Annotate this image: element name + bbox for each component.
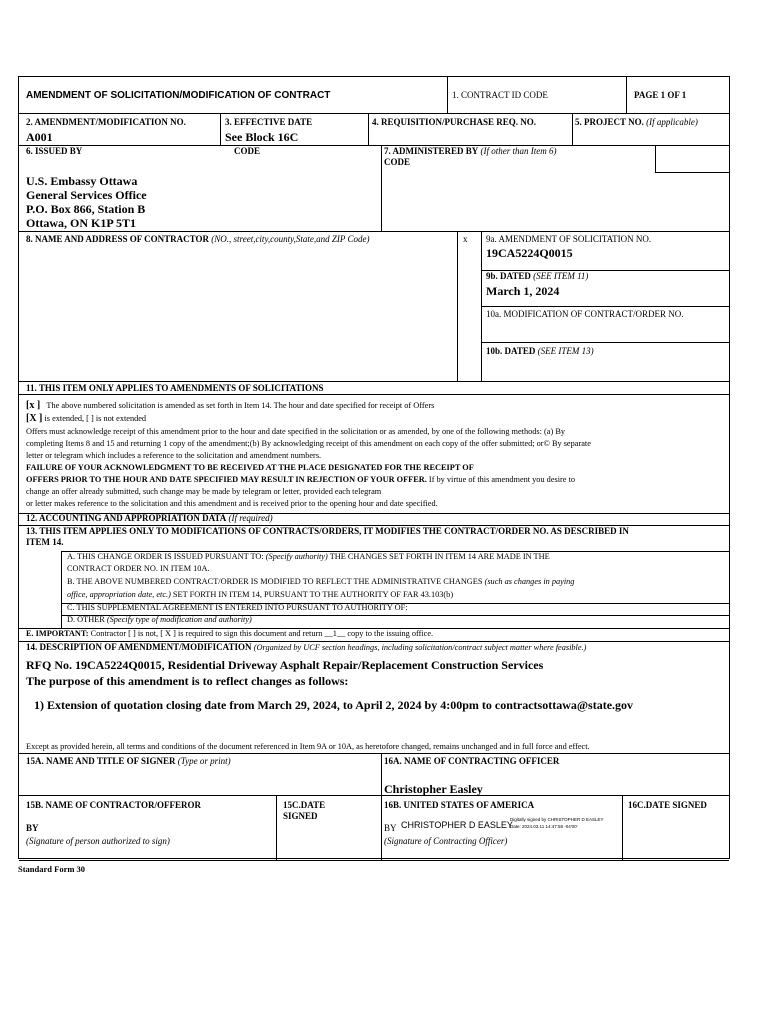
dated-9b-label: 9b. DATED (SEE ITEM 11) [486, 271, 589, 281]
item13-a: A. THIS CHANGE ORDER IS ISSUED PURSUANT TO: (Specify authority) THE CHANGES SET FORTH IN ITEM 14 ARE MADE IN THE [67, 552, 550, 561]
item11-line: letter or telegram which includes a reference to the solicitation and amendment numbers. [26, 451, 322, 460]
form-name: Standard Form 30 [18, 864, 86, 874]
date-signed-15c: 15C.DATE [283, 800, 326, 810]
solicitation-number: 19CA5224Q0015 [486, 246, 573, 260]
item13-b: B. THE ABOVE NUMBERED CONTRACT/ORDER IS MODIFIED TO REFLECT THE ADMINISTRATIVE CHANGES (such as changes in paying [67, 577, 575, 586]
contracting-officer-name: Christopher Easley [384, 782, 483, 796]
x-mark: x [463, 234, 468, 244]
item14-label: 14. DESCRIPTION OF AMENDMENT/MODIFICATION (Organized by UCF section headings, including solicitation/contract subject matter where feasible.) [26, 642, 587, 652]
issued-code-label: CODE [234, 146, 261, 156]
officer-signature-note: (Signature of Contracting Officer) [384, 836, 508, 846]
project-label: 5. PROJECT NO. (If applicable) [575, 117, 698, 127]
issuer-line: P.O. Box 866, Station B [26, 202, 146, 216]
issued-by-label: 6. ISSUED BY [26, 146, 83, 156]
dated-10b-label: 10b. DATED (SEE ITEM 13) [486, 346, 594, 356]
contractor-by: BY [26, 823, 39, 833]
amendment-solicitation-label: 9a. AMENDMENT OF SOLICITATION NO. [486, 234, 652, 244]
contracting-officer-label: 16A. NAME OF CONTRACTING OFFICER [384, 756, 560, 766]
administered-by-label: 7. ADMINISTERED BY (If other than Item 6) [384, 146, 557, 156]
item13-line: ITEM 14. [26, 537, 64, 547]
item11-line: [x ] The above numbered solicitation is amended as set forth in Item 14. The hour and date specified for receipt of Offers [26, 400, 435, 411]
effective-date-value: See Block 16C [225, 130, 299, 144]
item13-b2: office, appropriation date, etc.) SET FORTH IN ITEM 14, PURSUANT TO THE AUTHORITY OF FAR 43.103(b) [67, 590, 454, 599]
item11-line: [X ] is extended, [ ] is not extended [26, 413, 147, 424]
item13-line: 13. THIS ITEM APPLIES ONLY TO MODIFICATIONS OF CONTRACTS/ORDERS, IT MODIFIES THE CONTRACT/ORDER NO. AS DESCRIBED IN [26, 526, 629, 536]
amendment-no-label: 2. AMENDMENT/MODIFICATION NO. [26, 117, 186, 127]
item13-a2: CONTRACT ORDER NO. IN ITEM 10A. [67, 564, 210, 573]
issuer-line: Ottawa, ON K1P 5T1 [26, 216, 136, 230]
requisition-label: 4. REQUISITION/PURCHASE REQ. NO. [372, 117, 537, 127]
contractor-label: 8. NAME AND ADDRESS OF CONTRACTOR (NO., street,city,county,State,and ZIP Code) [26, 234, 370, 244]
date-signed-15c-2: SIGNED [283, 811, 318, 821]
item13-c: C. THIS SUPPLEMENTAL AGREEMENT IS ENTERED INTO PURSUANT TO AUTHORITY OF: [67, 603, 408, 612]
rfq-title: RFQ No. 19CA5224Q0015, Residential Driveway Asphalt Repair/Replacement Construction Services [26, 658, 544, 672]
effective-date-label: 3. EFFECTIVE DATE [225, 117, 313, 127]
form-title: AMENDMENT OF SOLICITATION/MODIFICATION OF CONTRACT [26, 90, 331, 101]
administered-code-label: CODE [384, 157, 411, 167]
item11-line: Offers must acknowledge receipt of this amendment prior to the hour and date specified in the solicitation or as amended, by one of the following methods: (a) By [26, 427, 565, 436]
modification-contract-label: 10a. MODIFICATION OF CONTRACT/ORDER NO. [486, 309, 684, 319]
item11-line: FAILURE OF YOUR ACKNOWLEDGMENT TO BE RECEIVED AT THE PLACE DESIGNATED FOR THE RECEIPT OF [26, 463, 474, 472]
issuer-line: General Services Office [26, 188, 147, 202]
item11-line: change an offer already submitted, such change may be made by telegram or letter, provided each telegram [26, 487, 382, 496]
item11-line: or letter makes reference to the solicitation and this amendment and is received prior to the opening hour and date specified. [26, 499, 438, 508]
purpose-line: The purpose of this amendment is to reflect changes as follows: [26, 674, 349, 688]
item11-heading: 11. THIS ITEM ONLY APPLIES TO AMENDMENTS OF SOLICITATIONS [26, 383, 324, 393]
contract-id-label: 1. CONTRACT ID CODE [452, 90, 548, 100]
signer-name-label: 15A. NAME AND TITLE OF SIGNER (Type or print) [26, 756, 231, 766]
usa-label: 16B. UNITED STATES OF AMERICA [384, 800, 535, 810]
amendment-no-value: A001 [26, 130, 53, 144]
item-e: E. IMPORTANT: Contractor [ ] is not, [ X ] is required to sign this document and return __1__ copy to the issuing office. [26, 629, 434, 638]
officer-signature: CHRISTOPHER D EASLEY [401, 820, 513, 830]
issuer-line: U.S. Embassy Ottawa [26, 174, 138, 188]
item13-d: D. OTHER (Specify type of modification and authority) [67, 615, 252, 624]
officer-by: BY [384, 823, 397, 833]
contractor-name-label: 15B. NAME OF CONTRACTOR/OFFEROR [26, 800, 202, 810]
item11-line: completing Items 8 and 15 and returning 1 copy of the amendment;(b) By acknowledging receipt of this amendment on each copy of the offer submitted; or© By separate [26, 439, 591, 448]
page-label: PAGE 1 OF 1 [634, 90, 687, 100]
change-item-1: 1) Extension of quotation closing date from March 29, 2024, to April 2, 2024 by 4:00pm to contractsottawa@state.gov [34, 698, 634, 712]
item12-label: 12. ACCOUNTING AND APPROPRIATION DATA (If required) [26, 513, 273, 523]
except-clause: Except as provided herein, all terms and conditions of the document referenced in Item 9A or 10A, as heretofore changed, remains unchanged and in full force and effect. [26, 742, 590, 751]
date-signed-16c: 16C.DATE SIGNED [628, 800, 707, 810]
item11-line: OFFERS PRIOR TO THE HOUR AND DATE SPECIFIED MAY RESULT IN REJECTION OF YOUR OFFER. If by virtue of this amendment you desire to [26, 475, 576, 484]
digital-signature-line: Digitally signed by CHRISTOPHER D EASLEY [510, 817, 604, 822]
dated-9b-value: March 1, 2024 [486, 284, 560, 298]
digital-signature-date: Date: 2024.03.11 14:47:58 -04'00' [510, 824, 578, 829]
contractor-signature-note: (Signature of person authorized to sign) [26, 836, 170, 846]
